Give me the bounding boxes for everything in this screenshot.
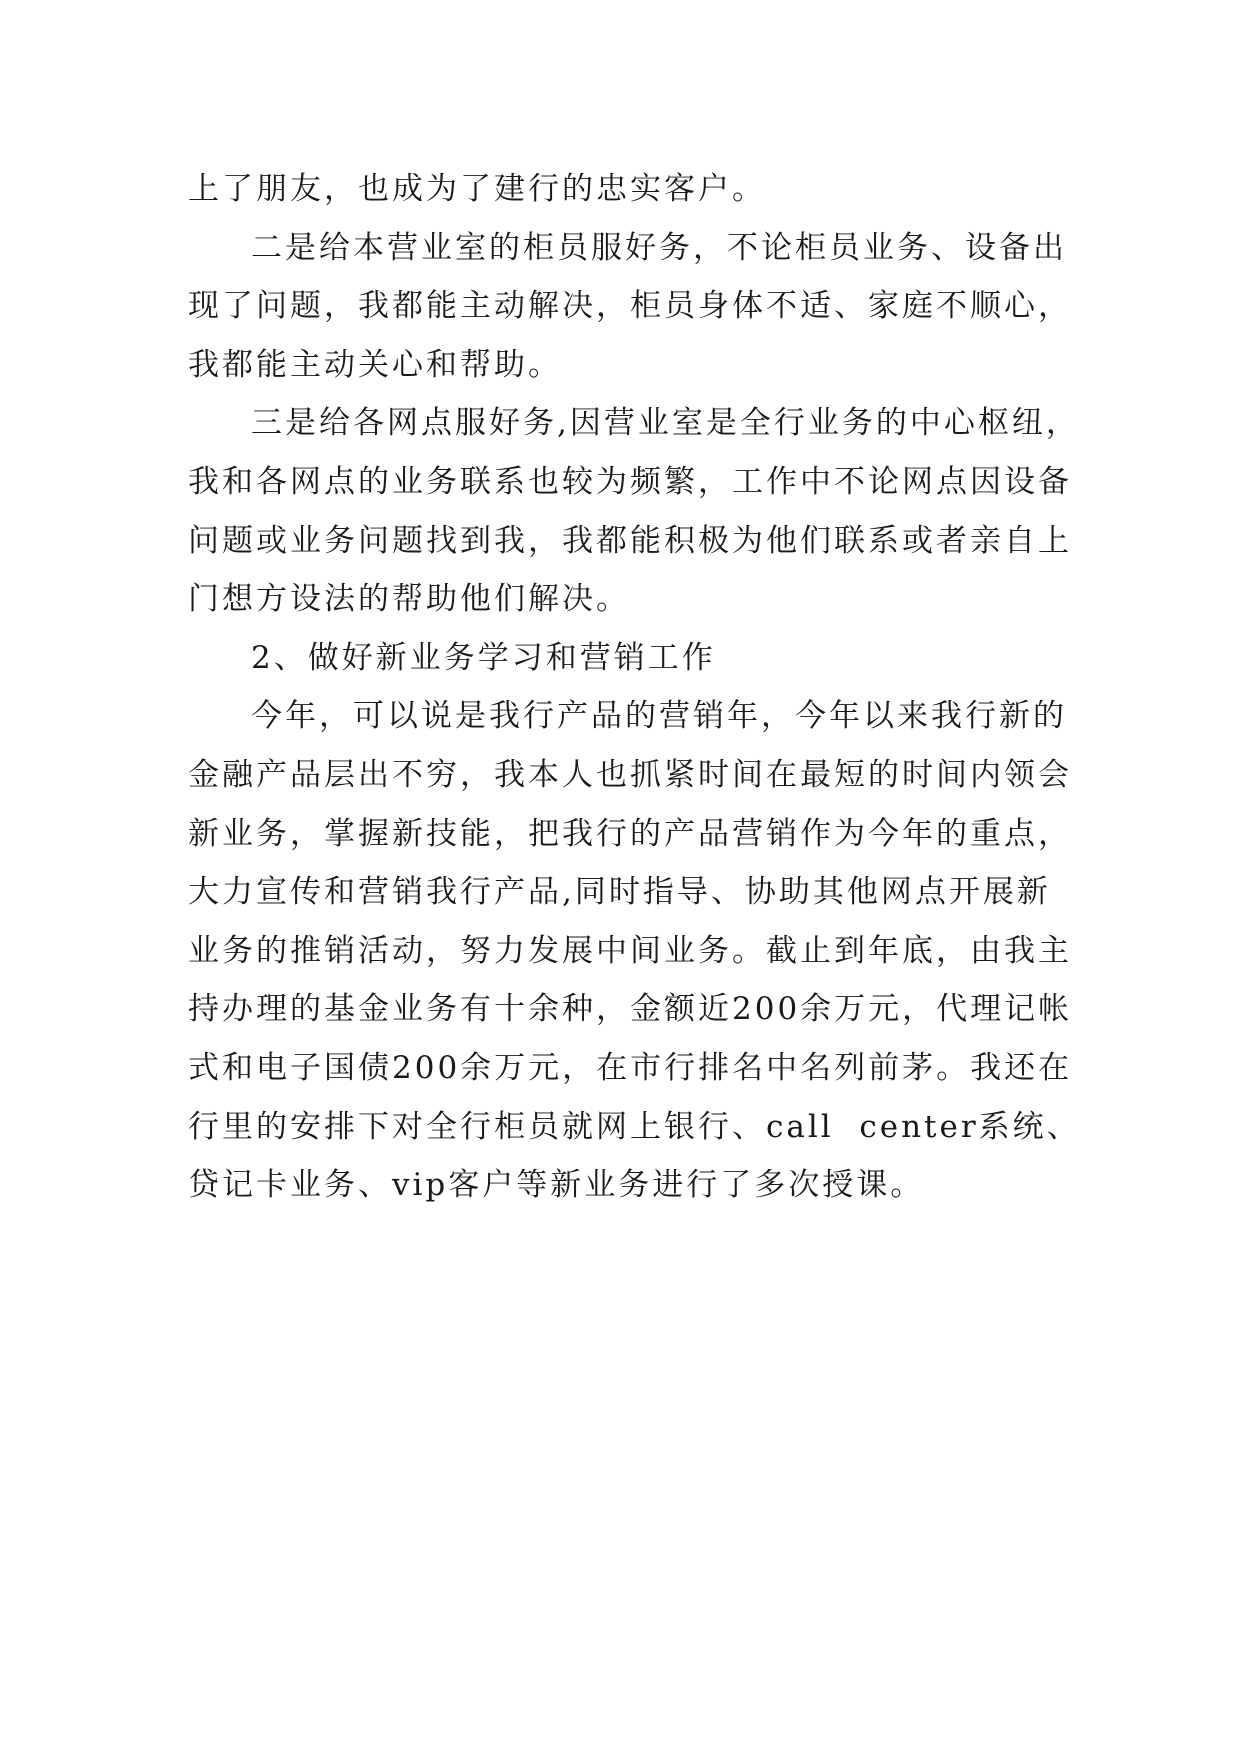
text-line: 门想方设法的帮助他们解决。 xyxy=(188,581,630,618)
text-line: 我和各网点的业务联系也较为频繁，工作中不论网点因设备 xyxy=(188,463,1072,500)
text-line: 行里的安排下对全行柜员就网上银行、call center系统、 xyxy=(188,1108,1081,1145)
text-line: 金融产品层出不穷，我本人也抓紧时间在最短的时间内领会 xyxy=(188,756,1072,793)
text-line: 2、做好新业务学习和营销工作 xyxy=(251,639,716,676)
text-line: 现了问题，我都能主动解决，柜员身体不适、家庭不顺心， xyxy=(188,288,1072,325)
text-line: 新业务，掌握新技能，把我行的产品营销作为今年的重点， xyxy=(188,815,1072,852)
text-line: 今年，可以说是我行产品的营销年，今年以来我行新的 xyxy=(251,698,1067,735)
text-line: 我都能主动关心和帮助。 xyxy=(188,346,562,383)
text-line: 大力宣传和营销我行产品,同时指导、协助其他网点开展新 xyxy=(188,874,1051,911)
text-line: 问题或业务问题找到我，我都能积极为他们联系或者亲自上 xyxy=(188,522,1072,559)
text-line: 持办理的基金业务有十余种，金额近200余万元，代理记帐 xyxy=(188,991,1073,1028)
paragraph xyxy=(188,687,1088,1214)
text-line: 贷记卡业务、vip客户等新业务进行了多次授课。 xyxy=(188,1167,925,1204)
section-heading xyxy=(188,629,1088,688)
paragraph xyxy=(188,219,1088,395)
text-line: 业务的推销活动，努力发展中间业务。截止到年底，由我主 xyxy=(188,932,1072,969)
paragraph xyxy=(188,160,1088,219)
document-body xyxy=(188,160,1088,1215)
text-line: 上了朋友，也成为了建行的忠实客户。 xyxy=(188,171,766,207)
text-line: 式和电子国债200余万元，在市行排名中名列前茅。我还在 xyxy=(188,1049,1073,1086)
paragraph xyxy=(188,394,1088,628)
text-line: 三是给各网点服好务,因营业室是全行业务的中心枢纽， xyxy=(251,405,1080,442)
text-line: 二是给本营业室的柜员服好务，不论柜员业务、设备出 xyxy=(251,229,1067,266)
